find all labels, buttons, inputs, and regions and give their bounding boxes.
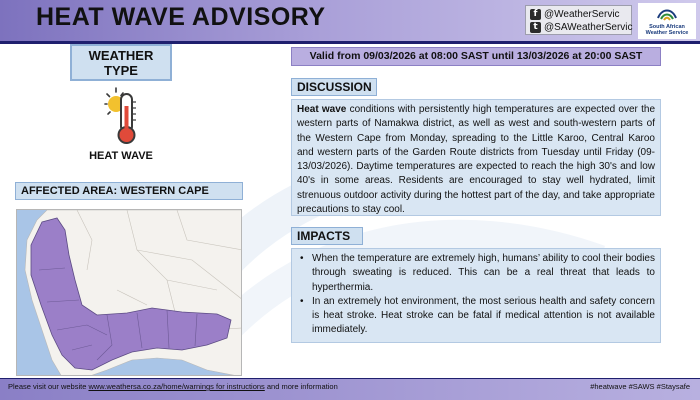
impacts-heading: IMPACTS: [291, 227, 363, 245]
impacts-list: [298, 252, 655, 338]
weather-type-line2: TYPE: [104, 62, 138, 78]
social-media-box: [525, 5, 632, 35]
website-link[interactable]: www.weathersa.co.za/home/warnings for instructions: [88, 382, 265, 391]
twitter-handle: @SAWeatherServic: [544, 22, 633, 33]
impact-item: [298, 295, 655, 338]
impact-text: In an extremely hot environment, the most serious health and safety concern is heat stroke. Heat stroke can be fatal if medical attention is not available immediately.: [312, 295, 655, 336]
footer-prefix: Please visit our website: [8, 382, 89, 391]
validity-banner: Valid from 09/03/2026 at 08:00 SAST until 13/03/2026 at 20:00 SAST: [291, 47, 661, 66]
discussion-heading: DISCUSSION: [291, 78, 377, 96]
weather-type-line1: WEATHER: [88, 47, 154, 63]
thermometer-sun-icon: [104, 84, 144, 146]
discussion-text: [297, 103, 655, 217]
weather-type-label: HEAT WAVE: [89, 150, 153, 162]
twitter-icon: t: [530, 22, 541, 33]
facebook-handle: @WeatherServic: [544, 9, 620, 20]
discussion-body: conditions with persistently high temperatures are expected over the western parts of Namakwa district, as well as west and south-western parts of the Western Cape from Monday, spreading to the Little Karoo, Central Karoo and western parts of the Garden Route districts from Tuesday until Friday (09-13/03/2026). Daytime temperatures are expected to reach the high 30's and low 40's in some areas. Residents are encouraged to stay well hydrated, limit strenuous outdoor activity during the hottest part of the day, and take appropriate precautions to stay cool.: [297, 104, 656, 216]
bullet-icon: •: [300, 295, 304, 307]
affected-area-heading: AFFECTED AREA: WESTERN CAPE: [15, 182, 243, 200]
footer-website-note: [8, 382, 338, 391]
impacts-panel: [291, 248, 661, 343]
facebook-link[interactable]: [530, 8, 620, 21]
saws-logo-text: South African Weather Service: [645, 24, 689, 36]
footer-hashtags: #heatwave #SAWS #Staysafe: [590, 382, 690, 391]
twitter-link[interactable]: [530, 21, 633, 34]
facebook-icon: f: [530, 9, 541, 20]
footer-divider: [0, 378, 700, 379]
saws-logo-icon: [656, 4, 678, 24]
western-cape-map: [16, 209, 242, 376]
map-graphic: [17, 210, 242, 376]
discussion-panel: [291, 99, 661, 216]
saws-logo: [638, 3, 696, 39]
bullet-icon: •: [300, 253, 304, 264]
discussion-lead: Heat wave: [297, 104, 347, 115]
impact-item: [298, 252, 655, 295]
weather-type-heading: [70, 44, 172, 81]
footer-suffix: and more information: [264, 382, 338, 391]
impact-text: When the temperature are extremely high, humans’ ability to cool their bodies through sweating is reduced. This can be a real threat that leads to hyperthermia.: [312, 253, 655, 293]
page-title: HEAT WAVE ADVISORY: [36, 3, 326, 31]
